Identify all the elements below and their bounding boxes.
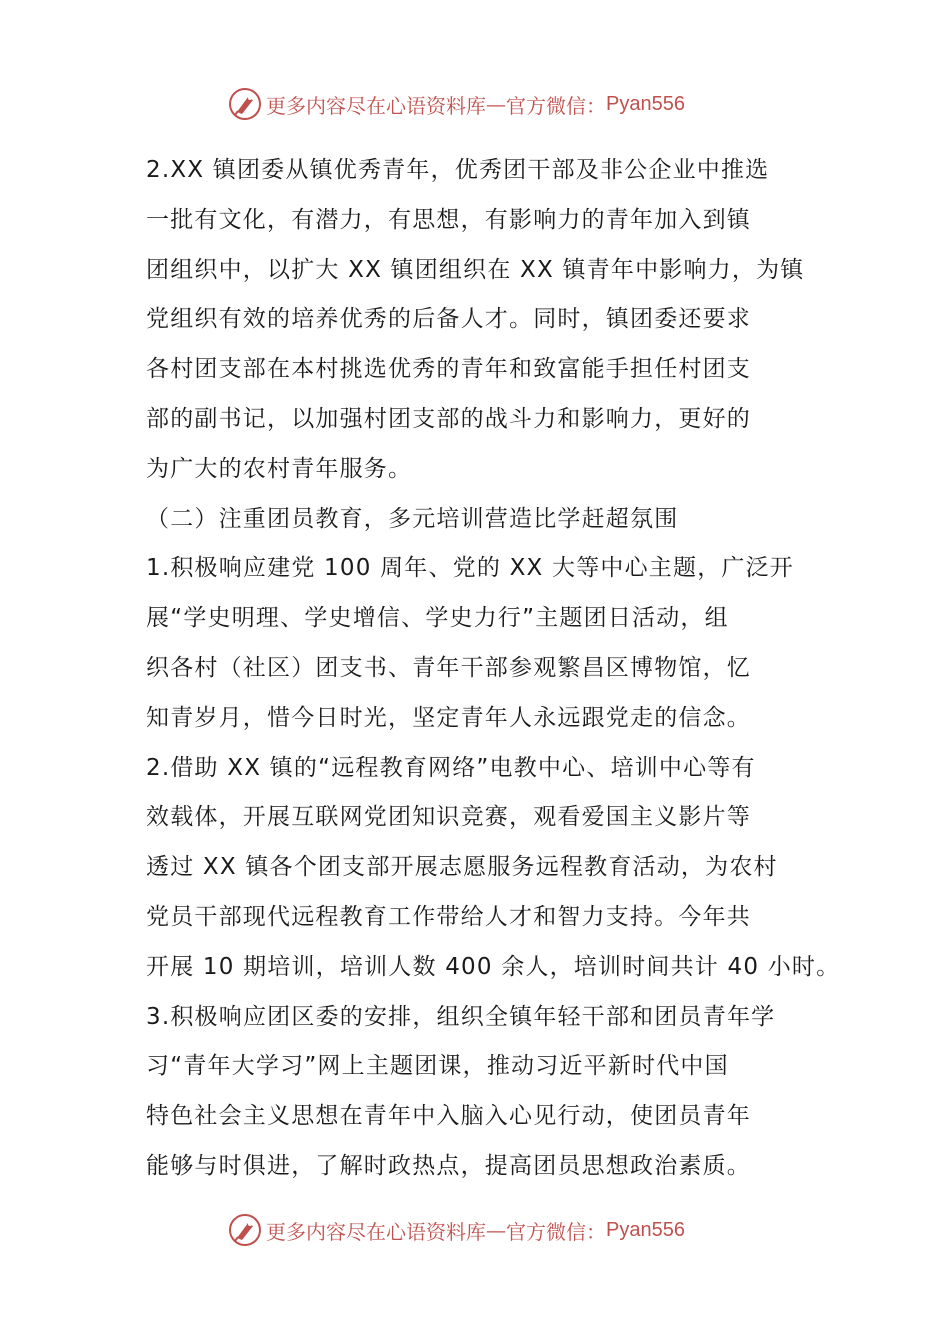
watermark-dash: —	[486, 1218, 506, 1242]
watermark-label: 官方微信：	[506, 1219, 606, 1244]
text-line: 各村团支部在本村挑选优秀的青年和致富能手担任村团支	[146, 356, 751, 383]
text-line: 展“学史明理、学史增信、学史力行”主题团日活动，组	[146, 605, 729, 632]
text-line: 习“青年大学习”网上主题团课，推动习近平新时代中国	[146, 1053, 729, 1080]
watermark-dash: —	[486, 92, 506, 116]
text-line: 为广大的农村青年服务。	[146, 455, 413, 482]
watermark-label: 官方微信：	[506, 93, 606, 118]
text-line: 部的副书记，以加强村团支部的战斗力和影响力，更好的	[146, 405, 751, 432]
watermark-main-text: 更多内容尽在心语资料库	[266, 93, 486, 118]
text-line: 开展 10 期培训，培训人数 400 余人，培训时间共计 40 小时。	[146, 953, 841, 980]
text-line: 党员干部现代远程教育工作带给人才和智力支持。今年共	[146, 903, 751, 930]
text-line: 特色社会主义思想在青年中入脑入心见行动，使团员青年	[146, 1103, 751, 1130]
text-line: 织各村（社区）团支书、青年干部参观繁昌区博物馆，忆	[146, 654, 751, 681]
pen-nib-icon	[228, 87, 262, 121]
text-line: 一批有文化，有潜力，有思想，有影响力的青年加入到镇	[146, 206, 751, 233]
text-line: 透过 XX 镇各个团支部开展志愿服务远程教育活动，为农村	[146, 854, 778, 881]
text-line: 效载体，开展互联网党团知识竞赛，观看爱国主义影片等	[146, 804, 751, 831]
text-line: 2.XX 镇团委从镇优秀青年，优秀团干部及非公企业中推选	[146, 157, 770, 183]
section-heading: （二）注重团员教育，多元培训营造比学赶超氛围	[146, 505, 679, 532]
text-line: 知青岁月，惜今日时光，坚定青年人永远跟党走的信念。	[146, 704, 751, 731]
watermark-wechat-id: Pyan556	[606, 1218, 685, 1241]
text-line: 2.借助 XX 镇的“远程教育网络”电教中心、培训中心等有	[146, 754, 756, 781]
text-line: 能够与时俱进，了解时政热点，提高团员思想政治素质。	[146, 1152, 751, 1179]
watermark-main-text: 更多内容尽在心语资料库	[266, 1219, 486, 1244]
header-watermark	[228, 84, 685, 124]
text-line: 团组织中，以扩大 XX 镇团组织在 XX 镇青年中影响力，为镇	[146, 256, 805, 283]
footer-watermark	[228, 1210, 685, 1250]
text-line: 1.积极响应建党 100 周年、党的 XX 大等中心主题，广泛开	[146, 555, 795, 582]
document-body	[146, 146, 841, 1192]
pen-nib-icon	[228, 1213, 262, 1247]
text-line: 党组织有效的培养优秀的后备人才。同时，镇团委还要求	[146, 306, 751, 333]
text-line: 3.积极响应团区委的安排，组织全镇年轻干部和团员青年学	[146, 1003, 776, 1030]
watermark-wechat-id: Pyan556	[606, 92, 685, 115]
